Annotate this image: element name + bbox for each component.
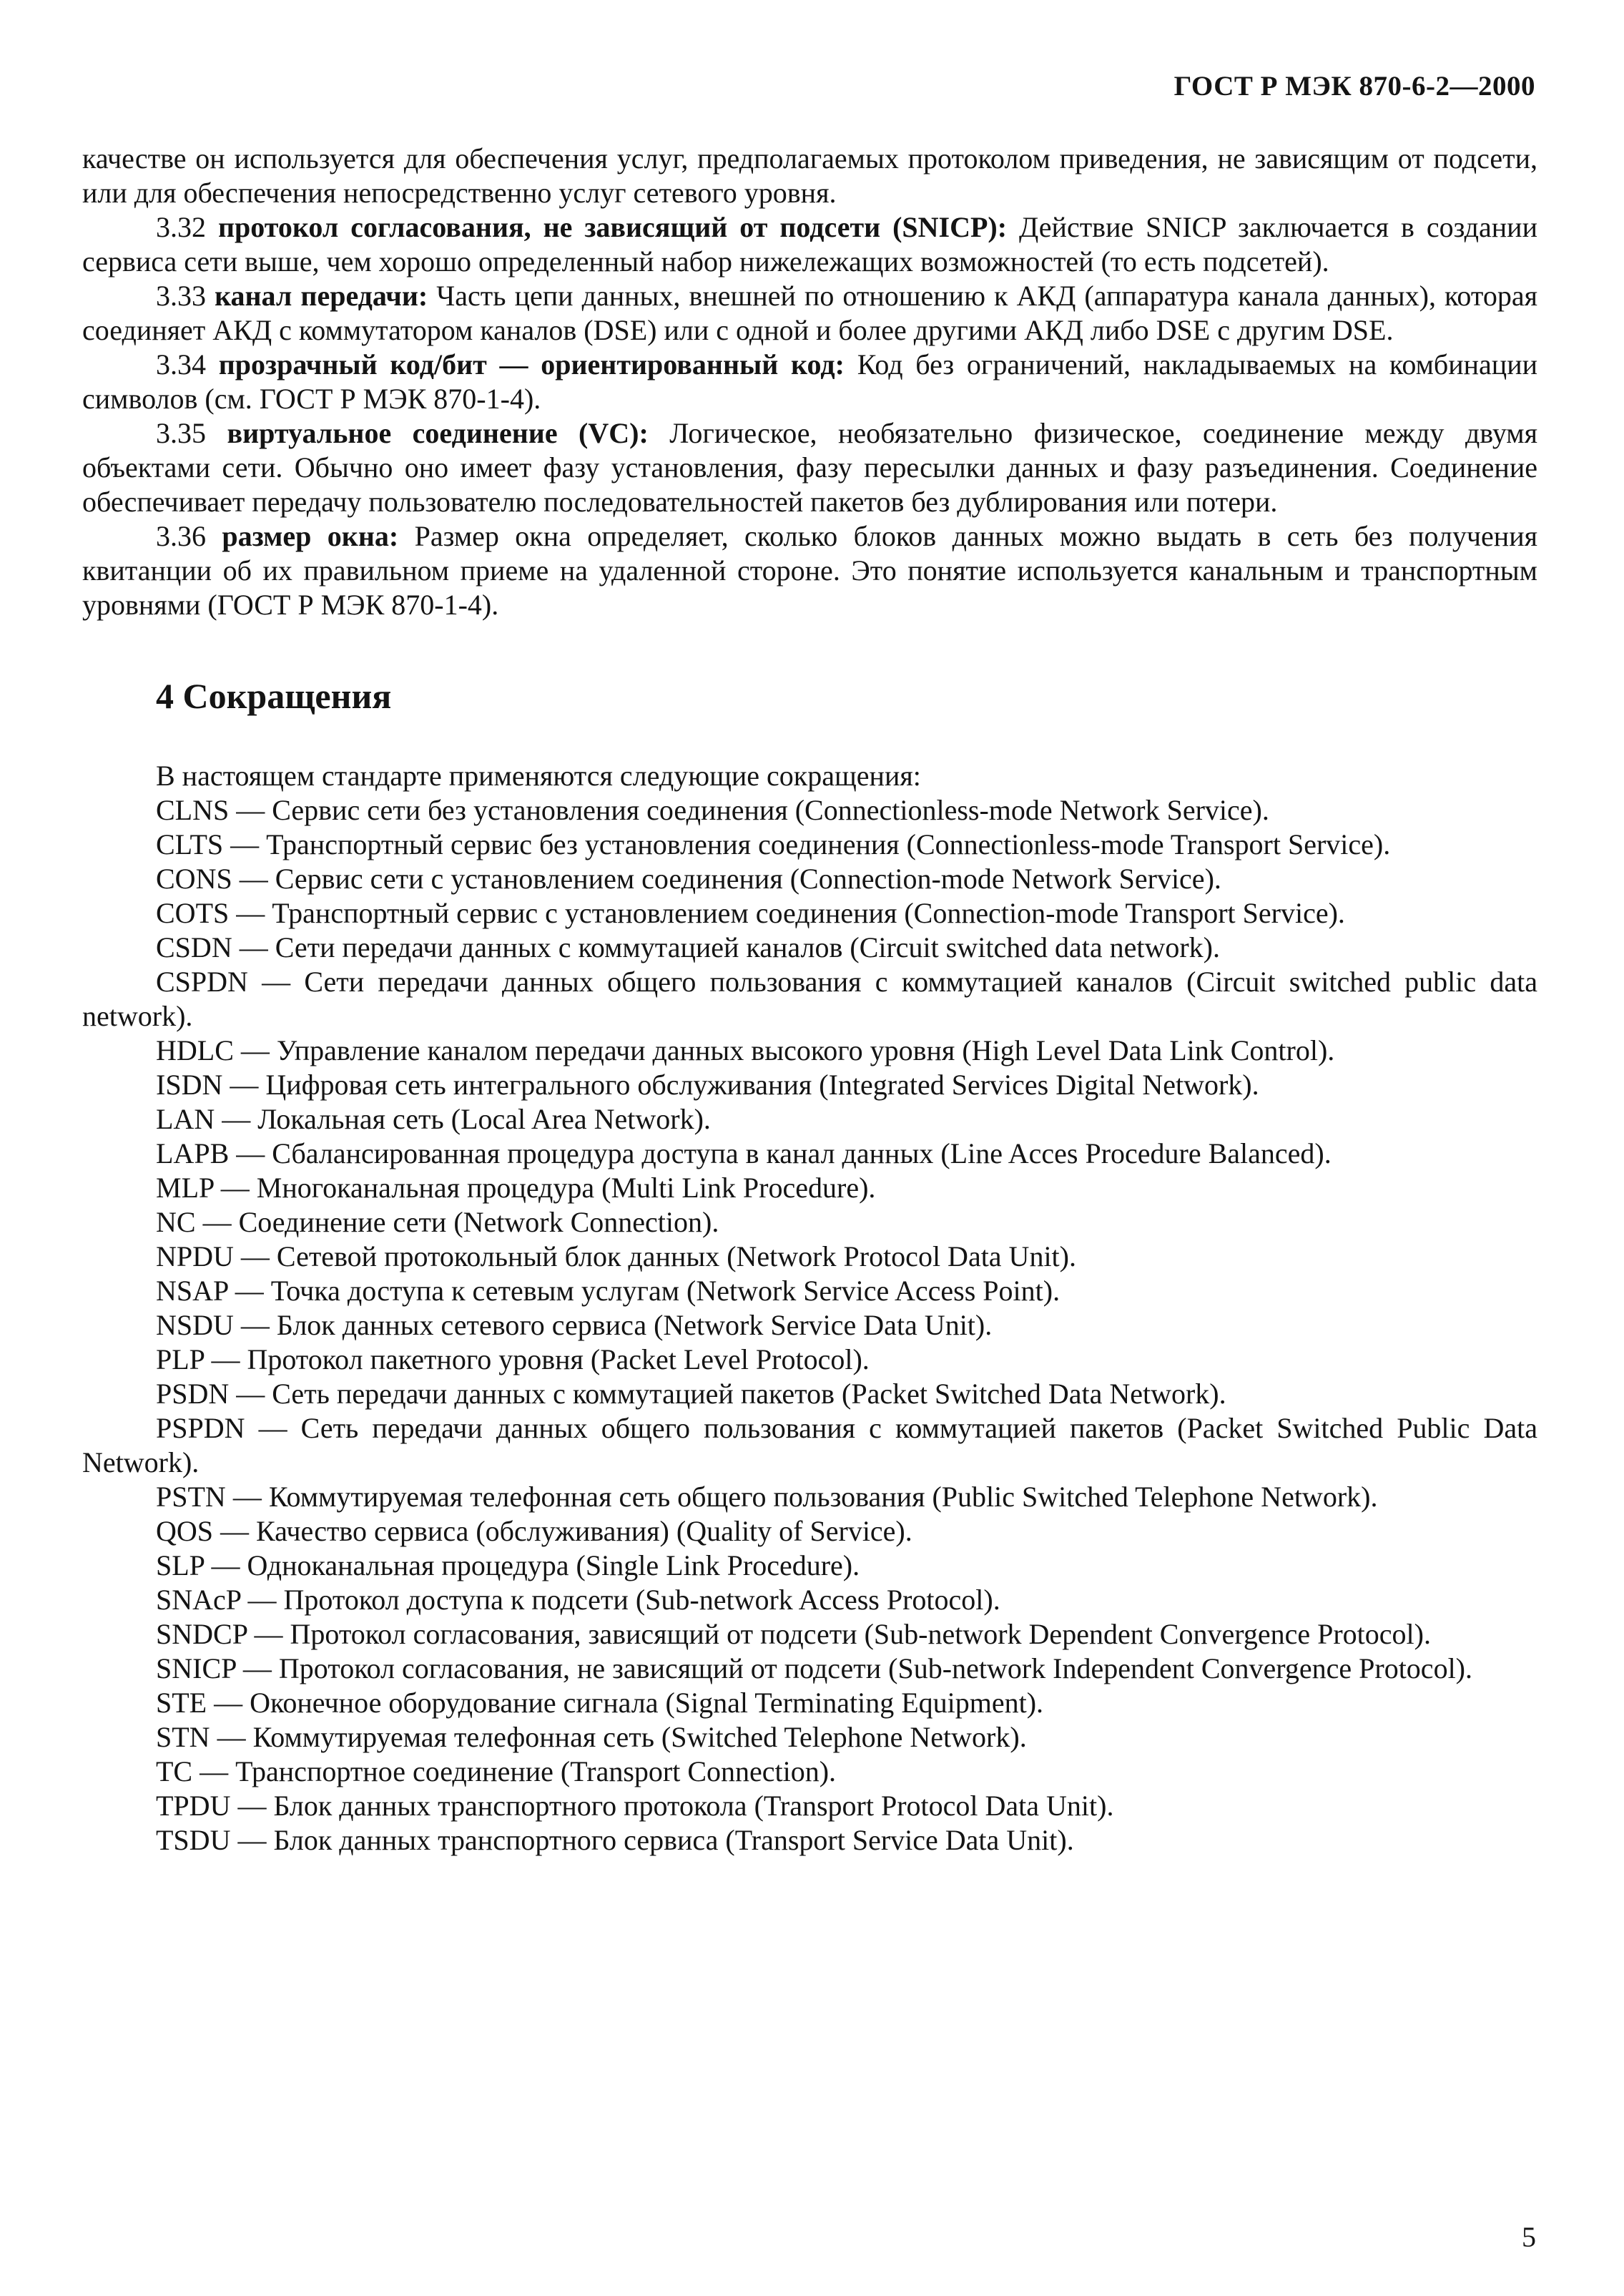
definition-number: 3.33 (156, 280, 206, 312)
abbreviation-item: CLTS — Транспортный сервис без установления соединения (Connectionless-mode Transport Service). (156, 828, 1391, 860)
section-intro: В настоящем стандарте применяются следующие сокращения: (156, 760, 921, 792)
definition-term: прозрачный код/бит — ориентированный код: (218, 348, 845, 381)
continuation-paragraph: качестве он используется для обеспечения услуг, предполагаемых протоколом приведения, не зависящим от подсети, или для обеспечения непосредственно услуг сетевого уровня. (82, 142, 1537, 209)
abbreviation-item: CONS — Сервис сети с установлением соединения (Connection-mode Network Service). (156, 863, 1221, 895)
definition-item (82, 279, 1537, 348)
page-number: 5 (1522, 2221, 1536, 2253)
definition-term: протокол согласования, не зависящий от подсети (SNICP): (217, 211, 1008, 243)
abbreviation-item: TC — Транспортное соединение (Transport Connection). (156, 1755, 837, 1787)
definition-text: Часть цепи данных, внешней по отношению к АКД (аппаратура канала данных), которая соединяет АКД с коммутатором каналов (DSE) или с одной и более другими АКД либо DSE с другим DSE. (82, 280, 1538, 346)
abbreviation-item: NSAP — Точка доступа к сетевым услугам (Network Service Access Point). (156, 1275, 1060, 1307)
definition-text: Код без ограничений, накладываемых на комбинации символов (см. ГОСТ Р МЭК 870-1-4). (82, 348, 1538, 415)
abbreviation-item: CLNS — Сервис сети без установления соединения (Connectionless-mode Network Service). (156, 794, 1269, 826)
abbreviations-list (82, 793, 1537, 1858)
abbreviation-item: MLP — Многоканальная процедура (Multi Link Procedure). (156, 1172, 876, 1204)
abbreviation-item: LAN — Локальная сеть (Local Area Network). (156, 1103, 711, 1135)
abbreviation-item: PSDN — Сеть передачи данных с коммутацией пакетов (Packet Switched Data Network). (156, 1378, 1226, 1410)
definition-item (82, 210, 1537, 279)
definition-term: канал передачи: (215, 280, 428, 312)
section-title: 4 Сокращения (156, 676, 392, 716)
abbreviation-item: QOS — Качество сервиса (обслуживания) (Quality of Service). (156, 1515, 912, 1547)
abbreviation-item: SNAcP — Протокол доступа к подсети (Sub-network Access Protocol). (156, 1584, 1000, 1616)
abbreviation-item: ISDN — Цифровая сеть интегрального обслуживания (Integrated Services Digital Network). (156, 1069, 1259, 1101)
abbreviation-item: STE — Оконечное оборудование сигнала (Signal Terminating Equipment). (156, 1687, 1044, 1719)
definition-text: Логическое, необязательно физическое, соединение между двумя объектами сети. Обычно оно имеет фазу установления, фазу пересылки данных и фазу разъединения. Соединение обеспечивает передачу пользователю последовательностей пакетов без дублирования или потери. (82, 417, 1538, 518)
definition-item (82, 519, 1537, 622)
abbreviation-item: NSDU — Блок данных сетевого сервиса (Network Service Data Unit). (156, 1309, 993, 1341)
definitions-list (82, 210, 1537, 622)
abbreviation-item: SNICP — Протокол согласования, не зависящий от подсети (Sub-network Independent Convergence Protocol). (156, 1652, 1472, 1684)
abbreviation-item: CSDN — Сети передачи данных с коммутацией каналов (Circuit switched data network). (156, 931, 1220, 963)
page-content (82, 142, 1537, 1858)
abbreviation-item: PSPDN — Сеть передачи данных общего пользования с коммутацией пакетов (Packet Switched Public Data Network). (82, 1412, 1537, 1478)
definition-text: Размер окна определяет, сколько блоков данных можно выдать в сеть без получения квитанции об их правильном приеме на удаленной стороне. Это понятие используется канальным и транспортным уровнями (ГОСТ Р МЭК 870-1-4). (82, 520, 1538, 621)
abbreviation-item: LAPB — Сбалансированная процедура доступа в канал данных (Line Acces Procedure Balanced). (156, 1137, 1332, 1169)
abbreviation-item: STN — Коммутируемая телефонная сеть (Switched Telephone Network). (156, 1721, 1027, 1753)
definition-term: виртуальное соединение (VC): (227, 417, 649, 449)
abbreviation-item: SLP — Одноканальная процедура (Single Link Procedure). (156, 1549, 860, 1581)
definition-number: 3.32 (156, 211, 206, 243)
abbreviation-item: PLP — Протокол пакетного уровня (Packet Level Protocol). (156, 1343, 870, 1375)
page-header: ГОСТ Р МЭК 870-6-2—2000 (1173, 71, 1535, 102)
definition-number: 3.36 (156, 520, 206, 552)
definition-number: 3.35 (156, 417, 206, 449)
abbreviation-item: SNDCP — Протокол согласования, зависящий от подсети (Sub-network Dependent Convergence Protocol). (156, 1618, 1431, 1650)
abbreviation-item: NPDU — Сетевой протокольный блок данных (Network Protocol Data Unit). (156, 1240, 1076, 1272)
abbreviation-item: HDLC — Управление каналом передачи данных высокого уровня (High Level Data Link Control). (156, 1034, 1335, 1066)
definition-item (82, 416, 1537, 519)
abbreviation-item: PSTN — Коммутируемая телефонная сеть общего пользования (Public Switched Telephone Network). (156, 1481, 1378, 1513)
abbreviation-item: TSDU — Блок данных транспортного сервиса (Transport Service Data Unit). (156, 1824, 1074, 1856)
definition-text: Действие SNICP заключается в создании сервиса сети выше, чем хорошо определенный набор нижележащих возможностей (то есть подсетей). (82, 211, 1537, 278)
definition-term: размер окна: (222, 520, 399, 552)
definition-item (82, 348, 1537, 416)
abbreviation-item: CSPDN — Сети передачи данных общего пользования с коммутацией каналов (Circuit switched public data network). (82, 966, 1537, 1032)
abbreviation-item: TPDU — Блок данных транспортного протокола (Transport Protocol Data Unit). (156, 1790, 1114, 1822)
abbreviation-item: COTS — Транспортный сервис с установлением соединения (Connection-mode Transport Service). (156, 897, 1345, 929)
definition-number: 3.34 (156, 348, 206, 381)
abbreviation-item: NC — Соединение сети (Network Connection). (156, 1206, 719, 1238)
